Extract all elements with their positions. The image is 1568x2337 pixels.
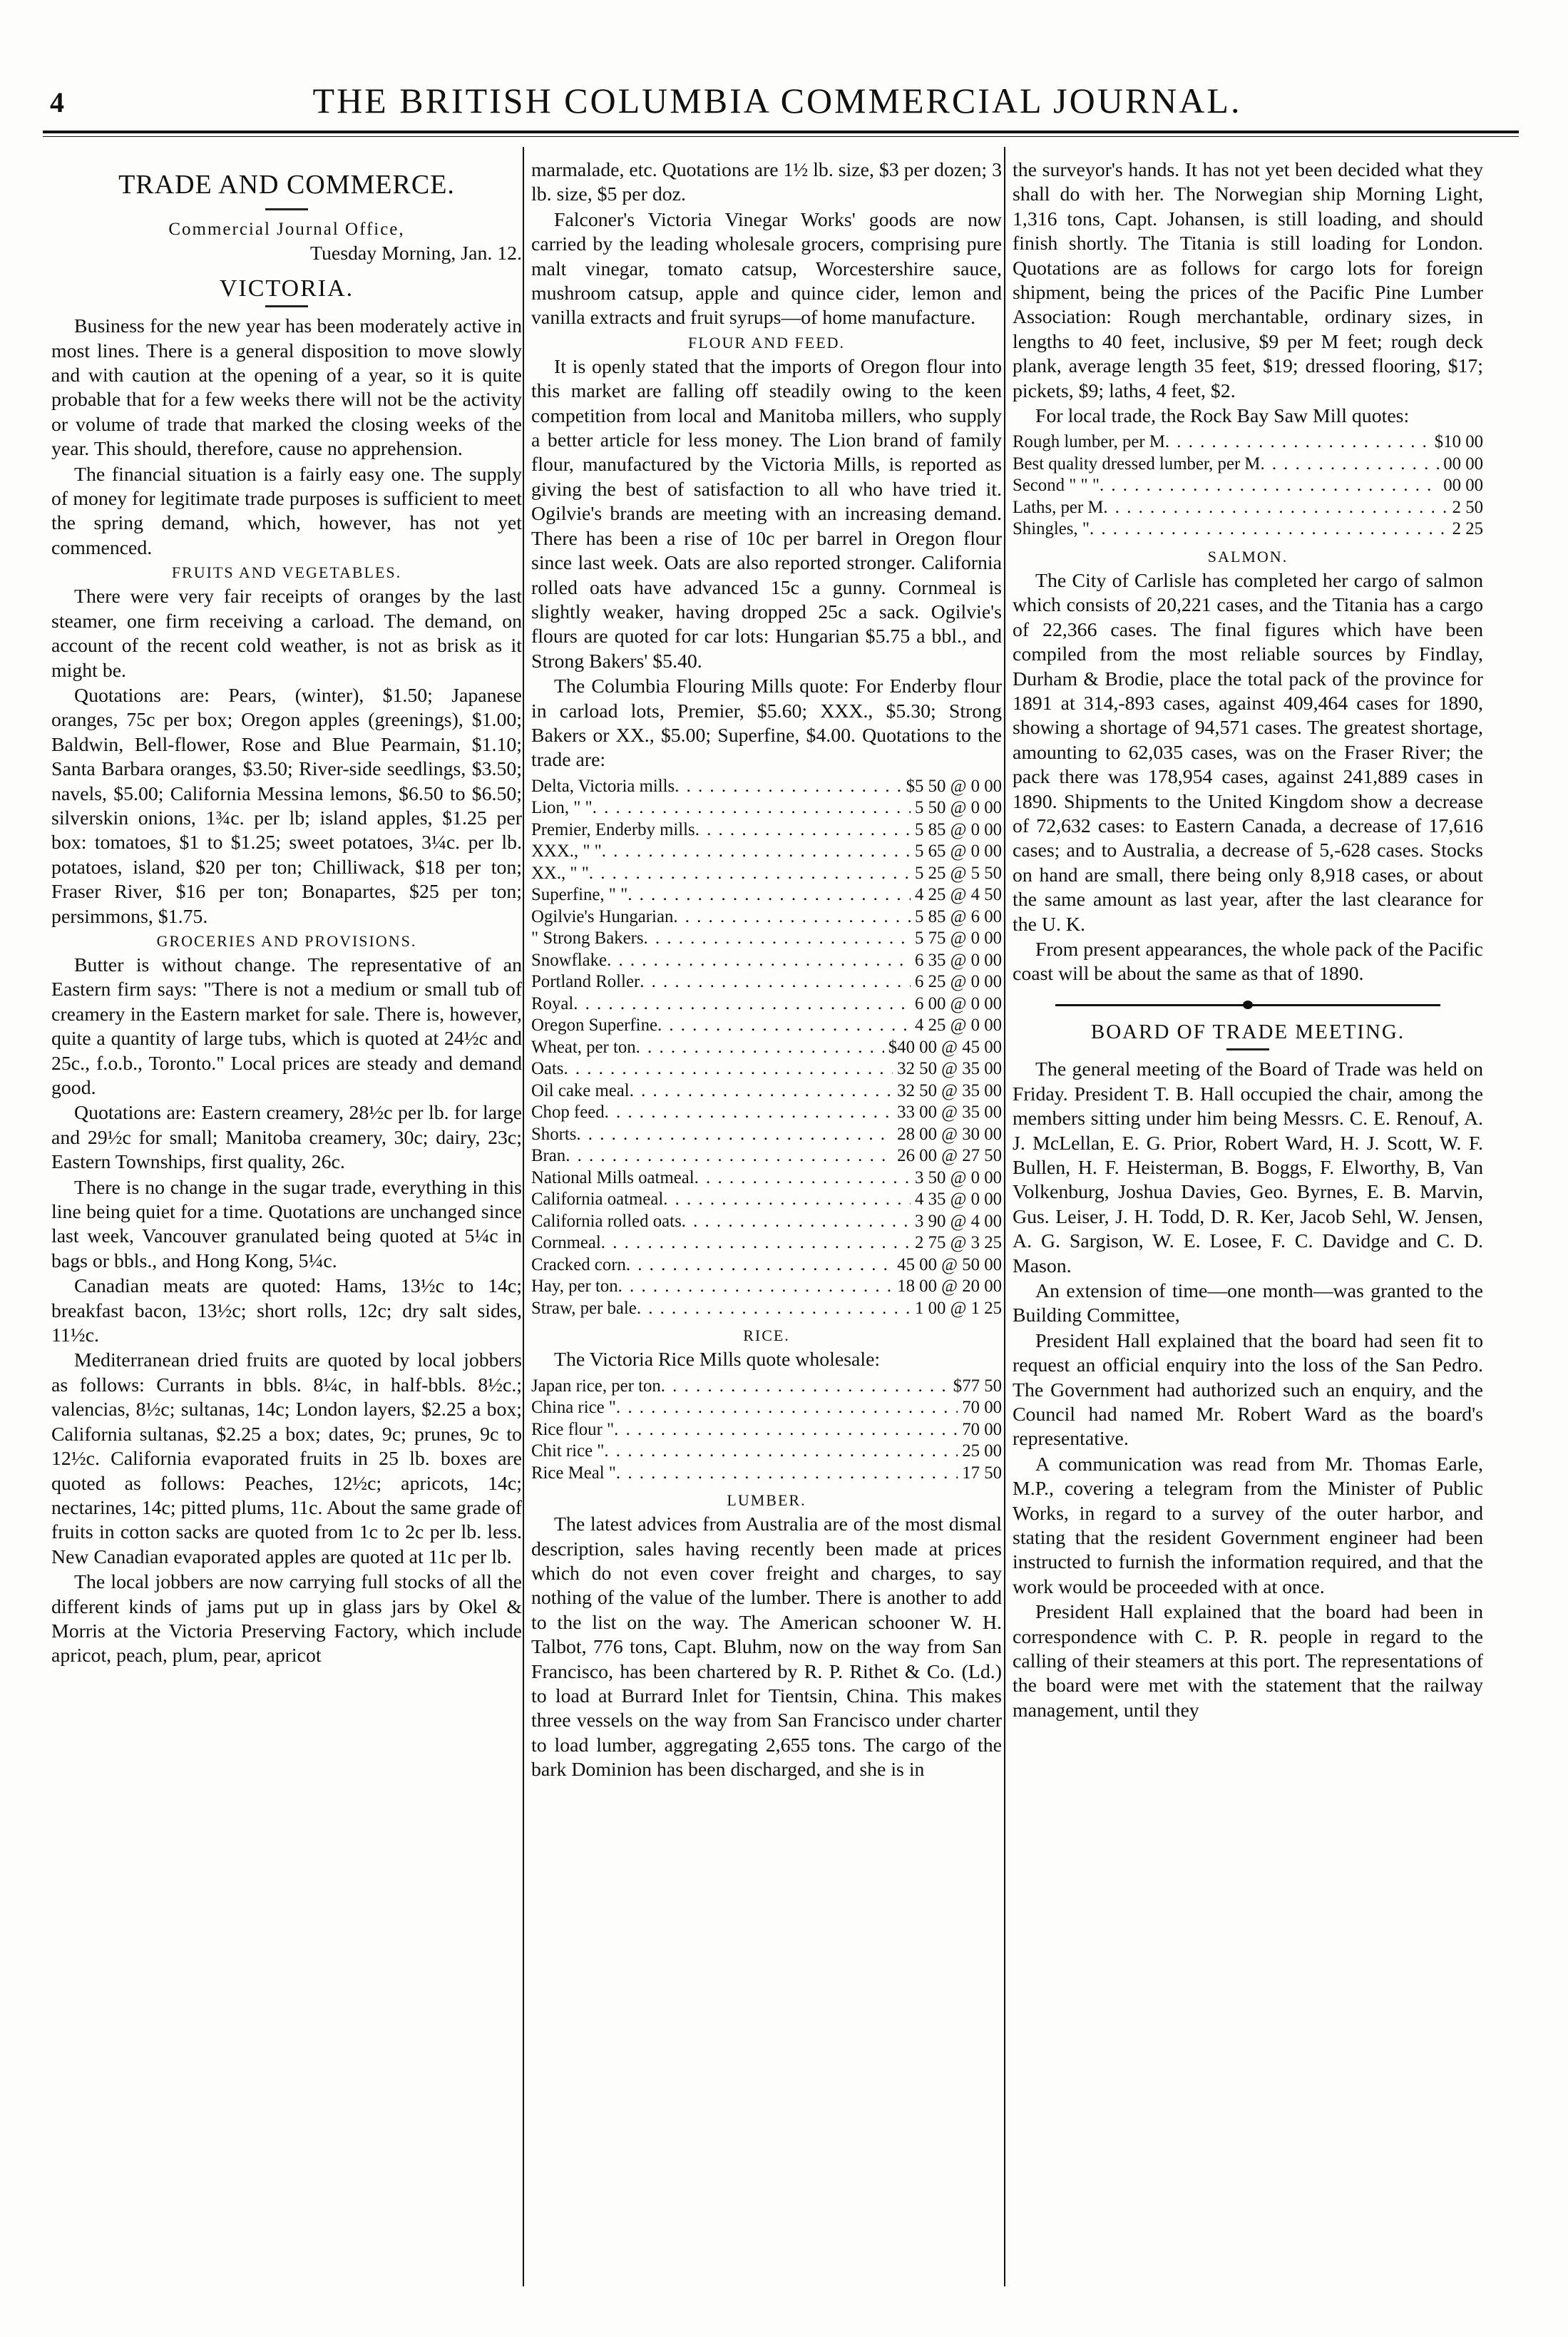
price-row	[531, 841, 1002, 863]
price-value: 70 00	[962, 1398, 1002, 1418]
paragraph: The financial situation is a fairly easy one. The supply of money for legitimate trade purposes is sufficient to meet the spring demand, which, however, has not yet commenced.	[51, 463, 522, 559]
subheading-fruits: FRUITS AND VEGETABLES.	[171, 563, 402, 582]
leader-dots	[640, 971, 911, 993]
leader-dots	[618, 1276, 893, 1298]
price-row	[531, 1298, 1002, 1320]
price-value: 26 00 @ 27 50	[897, 1146, 1002, 1166]
price-row	[531, 1080, 1002, 1103]
page-header	[36, 76, 1519, 126]
leader-dots	[605, 1102, 893, 1124]
price-row	[1013, 518, 1483, 541]
leader-dots	[576, 1124, 893, 1146]
price-value: $40 00 @ 45 00	[888, 1037, 1002, 1057]
price-row	[531, 1037, 1002, 1059]
price-value: $5 50 @ 0 00	[906, 776, 1002, 796]
price-row	[1013, 475, 1483, 497]
price-row	[531, 1397, 1002, 1419]
price-value: 5 50 @ 0 00	[914, 798, 1002, 818]
subheading-lumber: LUMBER.	[727, 1491, 806, 1510]
paragraph: President Hall explained that the board had seen fit to request an official enquiry into the loss of the San Pedro. The Government had authorized such an enquiry, and the Council had named Mr. Robert Ward as the board's representative.	[1013, 1329, 1483, 1451]
price-value: 3 90 @ 4 00	[914, 1211, 1002, 1231]
price-item: Second " " "	[1013, 476, 1100, 496]
price-row	[531, 1276, 1002, 1298]
journal-title: THE BRITISH COLUMBIA COMMERCIAL JOURNAL.	[312, 81, 1242, 121]
leader-dots	[565, 1145, 893, 1167]
paragraph: Mediterranean dried fruits are quoted by local jobbers as follows: Currants in bbls. 8¼c, in half-bbls. 8½c.; valencias, 8½c; sultanas, 14c; London layers, $2.25 a box; California sultanas, $2.25 a box; dates, 9c; prunes, 9c to 12½c. California evaporated fruits in 25 lb. boxes are quoted as follows: Peaches, 12½c; apricots, 14c; nectarines, 14c; pitted plums, 11c. About the same grade of fruits in cotton sacks are quoted from 1c to 2c per lb. less. New Canadian evaporated apples are quoted at 11c per lb.	[51, 1349, 522, 1568]
price-value: 6 00 @ 0 00	[914, 993, 1002, 1013]
price-row	[531, 1015, 1002, 1037]
price-row	[531, 776, 1002, 798]
leader-dots	[627, 884, 911, 906]
leader-dots	[661, 1376, 949, 1398]
price-row	[531, 906, 1002, 929]
paragraph: Quotations are: Pears, (winter), $1.50; Japanese oranges, 75c per box; Oregon apples (greenings), $1.00; Baldwin, Bell-flower, Rose and Blue Pearmain, $1.10; Santa Barbara oranges, $3.50; River-side seedlings, $3.50; navels, $5.00; California Messina lemons, $6.50 to $6.50; silverskin onions, 1¾c. per lb; island apples, $1.25 per box: tomatoes, $1 to $1.25; sweet potatoes, 3¼c. per lb. potatoes, island, $20 per ton; Chilliwack, $18 per ton; Fraser River, $16 per ton; Bonapartes, $25 per ton; persimmons, $1.75.	[51, 684, 522, 928]
dateline: Tuesday Morning, Jan. 12.	[309, 242, 522, 265]
leader-dots	[616, 1397, 958, 1419]
price-row	[531, 1419, 1002, 1441]
price-item: California oatmeal	[531, 1190, 664, 1210]
price-row	[531, 863, 1002, 885]
leader-dots	[663, 1189, 911, 1211]
paragraph: From present appearances, the whole pack of the Pacific coast will be about the same as that of 1890.	[1013, 939, 1483, 986]
paragraph: There were very fair receipts of oranges by the last steamer, one firm receiving a carload. The demand, on account of the recent cold weather, is not as brisk as it might be.	[51, 585, 522, 682]
price-value: 45 00 @ 50 00	[897, 1254, 1002, 1274]
price-row	[531, 797, 1002, 819]
leader-dots	[1165, 431, 1430, 454]
leader-dots	[636, 1037, 884, 1059]
price-value: 18 00 @ 20 00	[897, 1277, 1002, 1297]
price-item: Hay, per ton	[531, 1277, 618, 1297]
column-divider-1	[523, 147, 524, 2286]
leader-dots	[673, 906, 911, 929]
price-item: Rice Meal "	[531, 1463, 616, 1483]
price-value: 4 25 @ 4 50	[914, 885, 1002, 905]
price-value: 17 50	[962, 1463, 1002, 1483]
price-row	[531, 950, 1002, 972]
price-row	[531, 1211, 1002, 1233]
page-number: 4	[50, 86, 64, 118]
price-item: Chit rice "	[531, 1441, 605, 1461]
price-row	[531, 993, 1002, 1016]
price-value: 5 85 @ 0 00	[914, 819, 1002, 839]
price-row	[531, 1441, 1002, 1463]
header-rule	[43, 131, 1519, 133]
price-item: Royal	[531, 993, 574, 1013]
leader-dots	[695, 1167, 911, 1190]
paragraph: Falconer's Victoria Vinegar Works' goods are now carried by the leading wholesale grocers, comprising pure malt vinegar, tomato catsup, Worcestershire sauce, mushroom catsup, apple and quince cider, lemon and vanilla extracts and fruit syrups—of home manufacture.	[531, 208, 1002, 329]
price-value: 00 00	[1443, 476, 1483, 496]
paragraph: The latest advices from Australia are of the most dismal description, sales having recently been made at prices which do not even cover freight and charges, to say nothing of the value of the lumber. There is another to add to the list on the way. The American schooner W. H. Talbot, 776 tons, Capt. Bluhm, now on the way from San Francisco, has been chartered by R. P. Rithet & Co. (Ld.) to load at Burrard Inlet for Tientsin, China. This makes three vessels on the way from San Francisco under charter to load lumber, aggregating 2,655 tons. The cargo of the bark Dominion has been discharged, and she is in	[531, 1513, 1002, 1781]
price-item: XXX., " "	[531, 842, 602, 861]
section-heading-trade: TRADE AND COMMERCE.	[118, 170, 455, 200]
leader-dots	[563, 1058, 893, 1080]
price-row	[531, 1124, 1002, 1146]
office-line: Commercial Journal Office,	[168, 220, 405, 239]
price-value: 32 50 @ 35 00	[897, 1080, 1002, 1100]
column-divider-2	[1004, 147, 1005, 2286]
leader-dots	[1103, 497, 1447, 519]
price-value: 2 50	[1452, 497, 1483, 517]
price-value: 00 00	[1443, 454, 1483, 474]
leader-dots	[589, 863, 911, 885]
leader-dots	[644, 928, 911, 950]
subheading-groceries: GROCERIES AND PROVISIONS.	[156, 931, 417, 950]
price-item: Shingles, "	[1013, 519, 1090, 539]
leader-dots	[607, 950, 911, 972]
paragraph: Business for the new year has been moderately active in most lines. There is a general disposition to move slowly and with caution at the opening of a year, so it is quite probable that for a few weeks there will not be the activity or volume of trade that marked the closing weeks of the year. This should, therefore, cause no apprehension.	[51, 315, 522, 461]
column-2	[531, 158, 1002, 1784]
price-value: 1 00 @ 1 25	[914, 1298, 1002, 1318]
price-value: 4 35 @ 0 00	[914, 1190, 1002, 1210]
leader-dots	[616, 1463, 958, 1485]
paragraph: An extension of time—one month—was granted to the Building Committee,	[1013, 1279, 1483, 1327]
price-item: Superfine, " "	[531, 885, 628, 905]
column-3	[1013, 158, 1483, 1724]
paragraph: Quotations are: Eastern creamery, 28½c per lb. for large and 29½c for small; Manitoba creamery, 30c; dairy, 23c; Eastern Townships, first quality, 26c.	[51, 1102, 522, 1174]
price-item: Wheat, per ton	[531, 1037, 636, 1057]
leader-dots	[614, 1419, 958, 1441]
price-item: Shorts	[531, 1124, 577, 1144]
price-value: 32 50 @ 35 00	[897, 1059, 1002, 1079]
price-item: Japan rice, per ton	[531, 1376, 661, 1396]
price-row	[531, 1102, 1002, 1124]
leader-dots	[1260, 454, 1439, 476]
price-value: 4 25 @ 0 00	[914, 1016, 1002, 1035]
price-row	[1013, 454, 1483, 476]
paragraph: There is no change in the sugar trade, everything in this line being quiet for a time. Quotations are unchanged since last week, Vancouver granulated being quoted at 5¼c in bags or bbls., and Hong Kong, 5¼c.	[51, 1176, 522, 1272]
subheading-salmon: SALMON.	[1207, 547, 1288, 566]
price-value: 25 00	[962, 1441, 1002, 1461]
price-item: Chop feed	[531, 1103, 605, 1123]
price-row	[531, 884, 1002, 906]
leader-dots	[1100, 475, 1439, 497]
price-item: Straw, per bale	[531, 1298, 637, 1318]
price-value: 5 65 @ 0 00	[914, 842, 1002, 861]
paragraph: It is openly stated that the imports of Oregon flour into this market are falling off steadily owing to the keen competition from local and Manitoba millers, who supply a better article for less money. The Lion brand of family flour, manufactured by the Victoria Mills, is reported as giving the best of satisfaction to all who have tried it. Ogilvie's brands are meeting with an increasing demand. There has been a rise of 10c per barrel in Oregon flour since last week. Oats are also reported stronger. California rolled oats have advanced 15c a gunny. Cornmeal is slightly weaker, having dropped 25c a sack. Ogilvie's flours are quoted for car lots: Hungarian $5.75 a bbl., and Strong Bakers' $5.40.	[531, 355, 1002, 673]
price-item: Best quality dressed lumber, per M	[1013, 454, 1261, 474]
subheading-rice: RICE.	[743, 1326, 790, 1345]
price-item: XX., " "	[531, 863, 589, 883]
header-rule-thin	[43, 136, 1519, 137]
price-item: California rolled oats	[531, 1211, 682, 1231]
price-item: Bran	[531, 1146, 566, 1166]
paragraph: the surveyor's hands. It has not yet been decided what they shall do with her. The Norwegian ship Morning Light, 1,316 tons, Capt. Johansen, is still loading, and should finish shortly. The Titania is still loading for London. Quotations are as follows for cargo lots for foreign shipment, being the prices of the Pacific Pine Lumber Association: Rough merchantable, ordinary sizes, in lengths to 40 feet, inclusive, $9 per M feet; rough deck plank, average length 35 feet, $19; dressed flooring, $17; pickets, $9; laths, 4 feet, $2.	[1013, 159, 1483, 402]
price-value: 3 50 @ 0 00	[914, 1167, 1002, 1187]
leader-dots	[630, 1080, 893, 1103]
leader-dots	[682, 1211, 911, 1233]
paragraph: President Hall explained that the board had been in correspondence with C. P. R. people in regard to the calling of their steamers at this port. The representations of the board were met with the statement that the railway management, until they	[1013, 1601, 1483, 1722]
price-item: Ogilvie's Hungarian	[531, 906, 674, 926]
price-value: 5 25 @ 5 50	[914, 863, 1002, 883]
price-value: 28 00 @ 30 00	[897, 1124, 1002, 1144]
leader-dots	[695, 819, 911, 842]
paragraph: For local trade, the Rock Bay Saw Mill quotes:	[1035, 405, 1410, 428]
leader-dots	[657, 1015, 911, 1037]
leader-dots	[626, 1254, 893, 1277]
price-item: Oats	[531, 1059, 564, 1079]
price-row	[531, 971, 1002, 993]
price-item: Oil cake meal	[531, 1080, 630, 1100]
price-item: Oregon Superfine	[531, 1016, 657, 1035]
price-item: Delta, Victoria mills	[531, 776, 675, 796]
price-item: " Strong Bakers	[531, 929, 644, 948]
price-value: 6 25 @ 0 00	[914, 972, 1002, 992]
section-divider-ornament	[1013, 1000, 1483, 1010]
leader-dots	[604, 1441, 958, 1463]
price-row	[531, 1232, 1002, 1254]
paragraph: The City of Carlisle has completed her cargo of salmon which consists of 20,221 cases, and the Titania has a cargo of 22,366 cases. The final figures which have been compiled from the most reliable sources by Findlay, Durham & Brodie, place the total pack of the province for 1891 at 314,-893 cases, against 409,464 cases for 1890, showing a shortage of 94,571 cases. The greatest shortage, amounting to 62,035 cases, was on the Fraser River; the pack there was 178,954 cases, against 241,889 cases in 1890. Shipments to the United Kingdom show a decrease of 72,632 cases: to Eastern Canada, a decrease of 17,616 cases; and to Australia, a decrease of 5,-628 cases. Stocks on hand are small, there being only 8,918 cases, or about the same amount as last year, after the last clearance for the U. K.	[1013, 569, 1483, 936]
price-item: Portland Roller	[531, 972, 640, 992]
price-value: $77 50	[953, 1376, 1002, 1396]
price-item: Cracked corn	[531, 1254, 626, 1274]
price-row	[531, 1254, 1002, 1277]
price-row	[531, 819, 1002, 842]
paragraph: The general meeting of the Board of Trade was held on Friday. President T. B. Hall occupied the chair, among the members sitting under him being Messrs. C. E. Renouf, A. J. McLellan, E. G. Prior, Robert Ward, H. J. Scott, W. F. Bullen, H. F. Heisterman, B. Boggs, F. Elworthy, B, Van Volkenburg, Joshua Davies, Geo. Byrnes, E. B. Marvin, Gus. Leiser, J. H. Todd, D. R. Ker, Jacob Sehl, W. Jensen, A. G. Sargison, W. E. Losee, F. C. Davidge and C. D. Mason.	[1013, 1058, 1483, 1277]
paragraph: The local jobbers are now carrying full stocks of all the different kinds of jams put up in glass jars by Okel & Morris at the Victoria Preserving Factory, which include apricot, peach, plum, pear, apricot	[51, 1571, 522, 1667]
leader-dots	[602, 841, 911, 863]
price-item: Rice flour "	[531, 1419, 615, 1439]
price-item: China rice "	[531, 1398, 616, 1418]
price-value: $10 00	[1434, 432, 1483, 452]
lumber-price-table	[1013, 431, 1483, 541]
price-item: Lion, " "	[531, 798, 593, 818]
rice-price-table	[531, 1376, 1002, 1485]
price-value: 70 00	[962, 1419, 1002, 1439]
city-heading-victoria: VICTORIA.	[219, 275, 354, 302]
price-row	[531, 1058, 1002, 1080]
paragraph: A communication was read from Mr. Thomas Earle, M.P., covering a telegram from the Minister of Public Works, in regard to a survey of the outer harbor, and stating that the resident Government engineer had been instructed to furnish the information required, and that the work would be proceeded with at once.	[1013, 1453, 1483, 1598]
leader-dots	[1090, 518, 1448, 541]
leader-dots	[675, 776, 901, 798]
price-row	[531, 1145, 1002, 1167]
leader-dots	[573, 993, 911, 1016]
price-value: 5 85 @ 6 00	[914, 906, 1002, 926]
price-row	[1013, 431, 1483, 454]
price-item: Cornmeal	[531, 1233, 601, 1253]
price-value: 33 00 @ 35 00	[897, 1103, 1002, 1123]
price-item: Laths, per M	[1013, 497, 1104, 517]
price-row	[1013, 497, 1483, 519]
price-value: 5 75 @ 0 00	[914, 929, 1002, 948]
leader-dots	[601, 1232, 911, 1254]
section-heading-board: BOARD OF TRADE MEETING.	[1090, 1020, 1405, 1043]
price-row	[531, 1463, 1002, 1485]
ornament-dot	[1243, 1001, 1253, 1009]
leader-dots	[637, 1298, 911, 1320]
leader-dots	[593, 797, 911, 819]
subheading-flour: FLOUR AND FEED.	[687, 333, 846, 352]
price-item: Rough lumber, per M	[1013, 432, 1165, 452]
paragraph: Canadian meats are quoted: Hams, 13½c to 14c; breakfast bacon, 13½c; short rolls, 12c; dry salt sides, 11½c.	[51, 1275, 522, 1347]
price-item: National Mills oatmeal	[531, 1167, 695, 1187]
price-value: 6 35 @ 0 00	[914, 950, 1002, 970]
heading-dash	[265, 208, 308, 210]
price-value: 2 25	[1452, 519, 1483, 539]
column-1	[51, 158, 522, 1669]
flour-price-table	[531, 776, 1002, 1320]
price-row	[531, 1167, 1002, 1190]
paragraph: The Victoria Rice Mills quote wholesale:	[554, 1349, 881, 1371]
price-item: Snowflake	[531, 950, 608, 970]
price-item: Premier, Enderby mills	[531, 819, 695, 839]
paragraph: Butter is without change. The representative of an Eastern firm says: "There is not a medium or small tub of creamery in the Eastern market for sale. There is, however, quite a quantity of large tubs, which is quoted at 24½c and 25c., f.o.b., Toronto." Local prices are steady and demand good.	[51, 953, 522, 1099]
paragraph: The Columbia Flouring Mills quote: For Enderby flour in carload lots, Premier, $5.60; XXX., $5.30; Strong Bakers or XX., $5.00; Superfine, $4.00. Quotations to the trade are:	[531, 675, 1002, 772]
price-row	[531, 1189, 1002, 1211]
price-row	[531, 928, 1002, 950]
paragraph: marmalade, etc. Quotations are 1½ lb. size, $3 per dozen; 3 lb. size, $5 per doz.	[531, 159, 1002, 206]
heading-dash	[1226, 1048, 1269, 1050]
price-value: 2 75 @ 3 25	[914, 1233, 1002, 1253]
heading-dash	[265, 305, 308, 307]
price-row	[531, 1376, 1002, 1398]
